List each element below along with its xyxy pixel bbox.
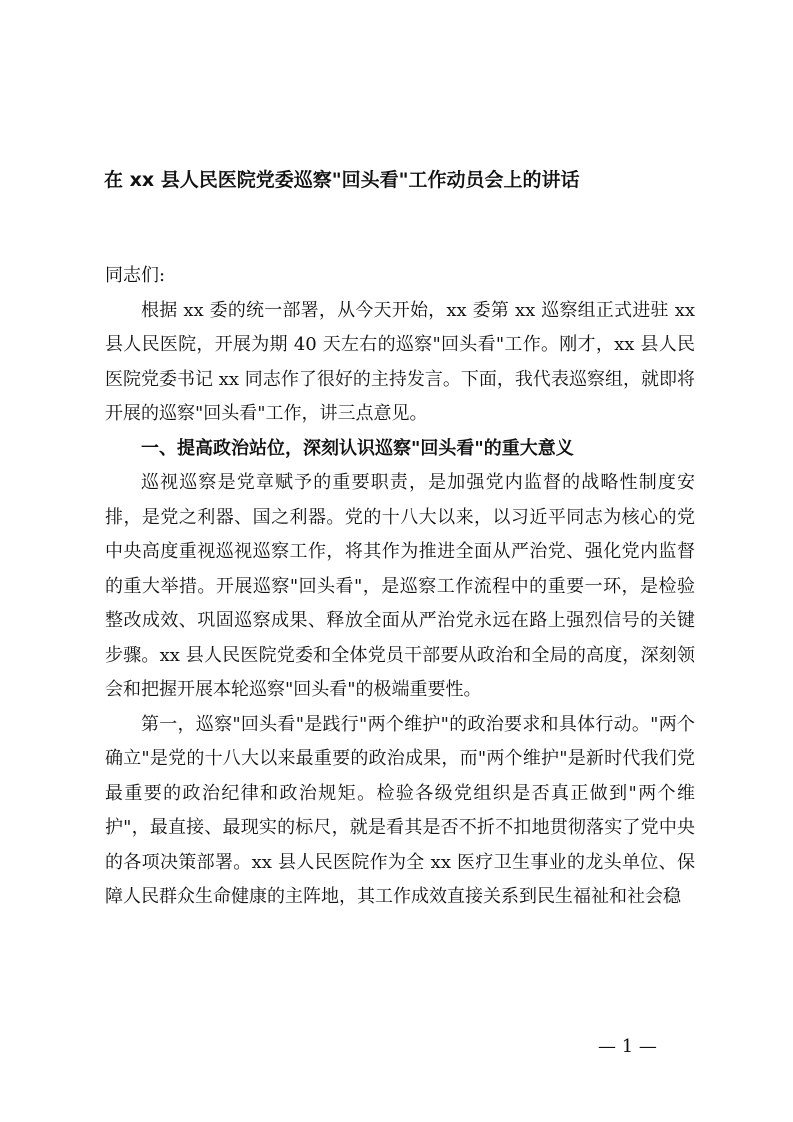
salutation: 同志们: — [105, 265, 166, 286]
document-body — [105, 259, 695, 915]
intro-paragraph: 根据 xx 委的统一部署，从今天开始，xx 委第 xx 巡察组正式进驻 xx 县人民医院，开展为期 40 天左右的巡察"回头看"工作。刚才，xx 县人民医院党委书记 xx 同志作了很好的主持发言。下面，我代表巡察组，就即将开展的巡察"回头看"工作，讲三点意见。 — [105, 299, 695, 424]
page-number: — 1 — — [598, 1036, 657, 1057]
document-title: 在 xx 县人民医院党委巡察"回头看"工作动员会上的讲话 — [104, 169, 580, 191]
section-heading: 一、提高政治站位，深刻认识巡察"回头看"的重大意义 — [141, 437, 574, 459]
section-paragraph: 巡视巡察是党章赋予的重要职责，是加强党内监督的战略性制度安排，是党之利器、国之利器。党的十八大以来，以习近平同志为核心的党中央高度重视巡视巡察工作，将其作为推进全面从严治党、强化党内监督的重大举措。开展巡察"回头看"，是巡察工作流程中的重要一环，是检验整改成效、巩固巡察成果、释放全面从严治党永远在路上强烈信号的关键步骤。xx 县人民医院党委和全体党员干部要从政治和全局的高度，深刻领会和把握开展本轮巡察"回头看"的极端重要性。 — [105, 472, 695, 700]
section-paragraph: 第一，巡察"回头看"是践行"两个维护"的政治要求和具体行动。"两个确立"是党的十八大以来最重要的政治成果，而"两个维护"是新时代我们党最重要的政治纪律和政治规矩。检验各级党组织是否真正做到"两个维护"，最直接、最现实的标尺，就是看其是否不折不扣地贯彻落实了党中央的各项决策部署。xx 县人民医院作为全 xx 医疗卫生事业的龙头单位、保障人民群众生命健康的主阵地，其工作成效直接关系到民生福祉和社会稳 — [105, 713, 695, 907]
